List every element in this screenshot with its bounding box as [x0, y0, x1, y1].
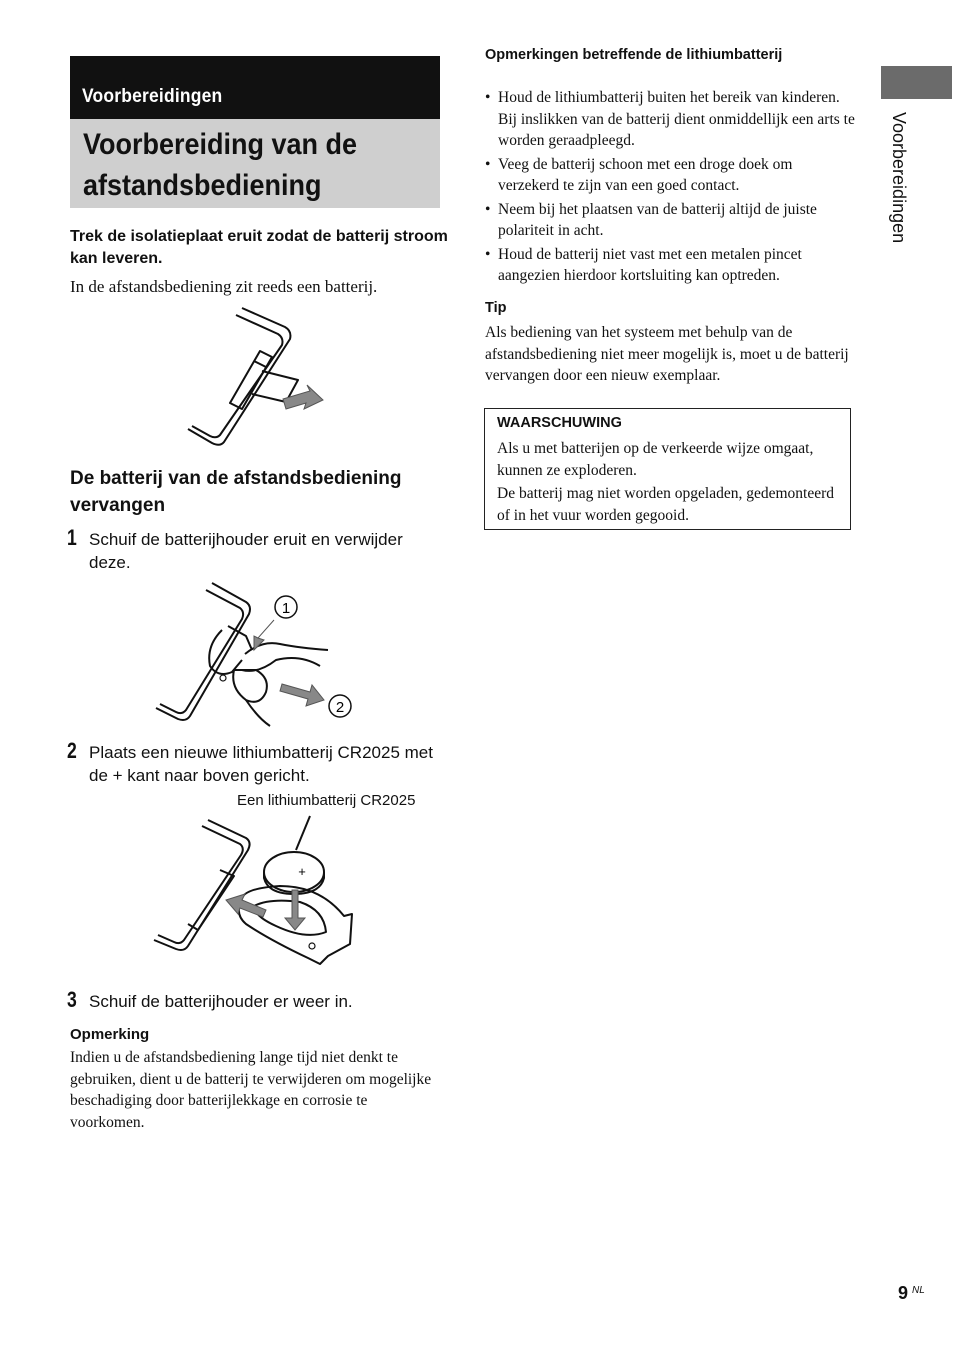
step-1-text: Schuif de batterijhouder eruit en verwijder deze.: [89, 530, 403, 572]
step-3-text: Schuif de batterijhouder er weer in.: [89, 992, 353, 1011]
lithium-notes-heading: Opmerkingen betreffende de lithiumbatterij: [485, 47, 783, 63]
bullet: •: [485, 200, 491, 218]
lithium-notes-list: [485, 87, 855, 289]
note-label: Opmerking: [70, 1026, 150, 1043]
replace-battery-heading: De batterij van de afstandsbediening vervangen: [70, 468, 402, 516]
insulation-sheet-illustration: [180, 305, 330, 447]
bullet: •: [485, 155, 491, 173]
remove-holder-illustration: [150, 578, 360, 728]
intro-text: In de afstandsbediening zit reeds een batterij.: [70, 277, 378, 296]
list-item: [485, 154, 855, 197]
warning-paragraph-1: Als u met batterijen op de verkeerde wijze omgaat, kunnen ze exploderen.: [497, 440, 814, 479]
bullet: •: [485, 245, 491, 263]
side-tab-label: [881, 112, 921, 282]
side-tab-marker: [881, 66, 952, 99]
battery-plus-sign: +: [298, 864, 306, 879]
step-2-text: Plaats een nieuwe lithiumbatterij CR2025 met de + kant naar boven gericht.: [89, 743, 433, 785]
step-1-number: 1: [67, 525, 77, 550]
tip-label: Tip: [485, 300, 507, 316]
warning-title: WAARSCHUWING: [497, 415, 622, 431]
note-text: Indien u de afstandsbediening lange tijd niet denkt te gebruiken, dient u de batterij te verwijderen om mogelijke beschadiging door batterijlekkage en corrosie te voorkomen.: [70, 1049, 432, 1131]
callout-2: 2: [335, 699, 345, 716]
list-item-text: Veeg de batterij schoon met een droge doek om verzekerd te zijn van een goed contact.: [498, 155, 793, 194]
tip-text: Als bediening van het systeem met behulp van de afstandsbediening niet meer mogelijk is, moet u de batterij vervangen door een nieuw exemplaar.: [485, 324, 849, 384]
page-number: 9: [898, 1283, 909, 1303]
bullet: •: [485, 89, 491, 106]
list-item: [485, 199, 855, 242]
list-item: [485, 244, 855, 287]
page-number-suffix: NL: [912, 1285, 925, 1296]
warning-paragraph-2: De batterij mag niet worden opgeladen, gedemonteerd of in het vuur worden gegooid.: [497, 485, 834, 524]
step-2-number: 2: [67, 738, 77, 763]
figure-caption-cr2025: Een lithiumbatterij CR2025: [237, 792, 416, 809]
page-title: Voorbereiding van de afstandsbediening: [83, 128, 358, 202]
side-tab-label-text: Voorbereidingen: [889, 112, 909, 244]
list-item-text: Houd de batterij niet vast met een metalen pincet aangezien hierdoor kortsluiting kan optreden.: [498, 245, 802, 284]
insert-battery-illustration: [150, 814, 360, 974]
step-3-number: 3: [67, 987, 77, 1012]
list-item-text: Houd de lithiumbatterij buiten het bereik van kinderen. Bij inslikken van de batterij dient onmiddellijk een arts te worden geraadpleegd.: [498, 89, 855, 149]
intro-heading: Trek de isolatieplaat eruit zodat de batterij stroom kan leveren.: [70, 228, 448, 267]
list-item-text: Neem bij het plaatsen van de batterij altijd de juiste polariteit in acht.: [498, 200, 817, 239]
list-item: [485, 87, 855, 152]
callout-1: 1: [281, 600, 291, 617]
section-label: Voorbereidingen: [82, 86, 223, 107]
